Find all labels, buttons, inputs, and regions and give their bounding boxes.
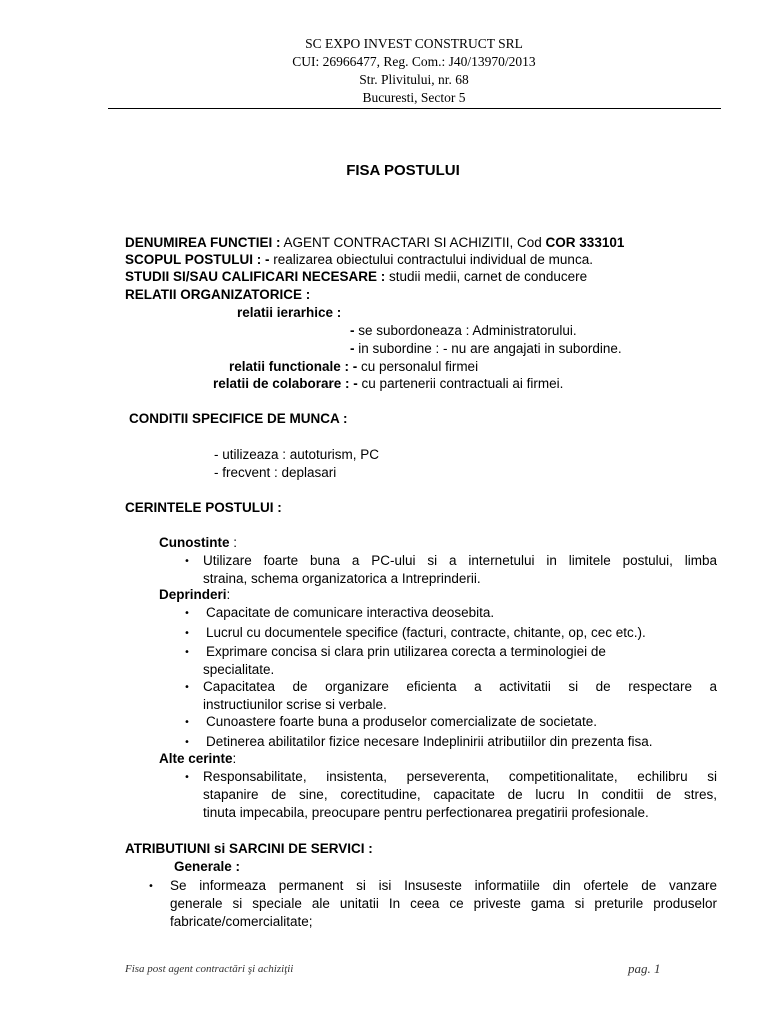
footer-document-name: Fisa post agent contractări şi achiziţii bbox=[125, 963, 294, 975]
cor-code: COR 333101 bbox=[545, 235, 625, 250]
subordinates-text: in subordine : - nu are angajati in subordine. bbox=[354, 341, 622, 356]
bullet-icon: • bbox=[184, 772, 190, 783]
skills-colon: : bbox=[226, 587, 231, 602]
duty-item-1-line3: fabricate/comercialitate; bbox=[170, 914, 313, 929]
bullet-icon: • bbox=[184, 628, 190, 639]
skill-item-5: Cunoastere foarte buna a produselor comercializate de societate. bbox=[206, 714, 597, 729]
job-function-value: AGENT CONTRACTARI SI ACHIZITII, Cod bbox=[280, 235, 546, 250]
company-name: SC EXPO INVEST CONSTRUCT SRL bbox=[305, 36, 523, 51]
subordinate-to-line bbox=[350, 323, 577, 338]
knowledge-item-line1: Utilizare foarte buna a PC-ului si a internetului in limitele postului, limba bbox=[203, 553, 717, 568]
knowledge-item-line2: straina, schema organizatorica a Intreprinderii. bbox=[203, 571, 481, 586]
other-requirements-heading bbox=[159, 751, 236, 766]
page-title: FISA POSTULUI bbox=[346, 162, 460, 179]
collaboration-relations-value: cu partenerii contractuali ai firmei. bbox=[357, 376, 564, 391]
knowledge-heading bbox=[159, 535, 237, 550]
job-function-label: DENUMIREA FUNCTIEI : bbox=[125, 235, 281, 250]
skill-item-6: Detinerea abilitatilor fizice necesare Indeplinirii atributiilor din prezenta fisa. bbox=[206, 734, 653, 749]
company-city: Bucuresti, Sector 5 bbox=[362, 90, 466, 105]
requirements-label: CERINTELE POSTULUI : bbox=[125, 500, 282, 515]
functional-relations-label: relatii functionale : - bbox=[229, 359, 358, 374]
duty-item-1-line1: Se informeaza permanent si isi Insuseste informatiile din ofertele de vanzare bbox=[170, 878, 717, 893]
job-scope-label: SCOPUL POSTULUI : - bbox=[125, 252, 270, 267]
knowledge-label: Cunostinte bbox=[159, 535, 230, 550]
skill-item-3-line1: Exprimare concisa si clara prin utilizarea corecta a terminologiei de bbox=[206, 644, 606, 659]
collaboration-relations-line bbox=[213, 376, 563, 391]
skills-heading bbox=[159, 587, 230, 602]
skill-item-3-line2: specialitate. bbox=[203, 662, 275, 677]
job-function-line bbox=[125, 235, 624, 250]
subordinates-dash: - bbox=[350, 341, 355, 356]
duties-label: ATRIBUTIUNI si SARCINI DE SERVICI : bbox=[125, 841, 373, 856]
bullet-icon: • bbox=[184, 717, 190, 728]
company-street: Str. Plivitului, nr. 68 bbox=[359, 72, 469, 87]
company-registration: CUI: 26966477, Reg. Com.: J40/13970/2013 bbox=[292, 54, 536, 69]
duty-item-1-line2: generale si speciale ale unitatii In ceea ce priveste gama si preturile produselor bbox=[170, 896, 717, 911]
knowledge-colon: : bbox=[229, 535, 238, 550]
skill-item-2: Lucrul cu documentele specifice (facturi, contracte, chitante, op, cec etc.). bbox=[206, 625, 646, 640]
relations-label: RELATII ORGANIZATORICE : bbox=[125, 287, 311, 302]
other-requirements-line3: tinuta impecabila, preocupare pentru perfectionarea pregatirii profesionale. bbox=[203, 805, 649, 820]
collaboration-relations-label: relatii de colaborare : - bbox=[213, 376, 358, 391]
bullet-icon: • bbox=[184, 682, 190, 693]
job-scope-value: realizarea obiectului contractului individual de munca. bbox=[269, 252, 593, 267]
skill-item-1: Capacitate de comunicare interactiva deosebita. bbox=[206, 605, 495, 620]
header-divider bbox=[108, 108, 721, 109]
subordinates-line bbox=[350, 341, 622, 356]
skills-label: Deprinderi bbox=[159, 587, 227, 602]
job-studies-value: studii medii, carnet de conducere bbox=[385, 269, 588, 284]
conditions-frequent: - frecvent : deplasari bbox=[214, 465, 337, 480]
bullet-icon: • bbox=[148, 881, 154, 892]
subordinate-to-dash: - bbox=[350, 323, 355, 338]
other-requirements-label: Alte cerinte bbox=[159, 751, 233, 766]
job-studies-label: STUDII SI/SAU CALIFICARI NECESARE : bbox=[125, 269, 386, 284]
duties-general-label: Generale : bbox=[174, 859, 241, 874]
conditions-label: CONDITII SPECIFICE DE MUNCA : bbox=[129, 411, 348, 426]
bullet-icon: • bbox=[184, 737, 190, 748]
other-requirements-line1: Responsabilitate, insistenta, perseverenta, competitionalitate, echilibru si bbox=[203, 769, 717, 784]
other-requirements-colon: : bbox=[232, 751, 237, 766]
skill-item-4-line2: instructiunilor scrise si verbale. bbox=[203, 697, 387, 712]
conditions-uses: - utilizeaza : autoturism, PC bbox=[214, 447, 380, 462]
job-scope-line bbox=[125, 252, 593, 267]
hierarchical-relations-label: relatii ierarhice : bbox=[237, 305, 342, 320]
other-requirements-line2: stapanire de sine, corectitudine, capacitate de lucru In conditii de stres, bbox=[203, 787, 717, 802]
functional-relations-value: cu personalul firmei bbox=[357, 359, 479, 374]
bullet-icon: • bbox=[184, 556, 190, 567]
job-studies-line bbox=[125, 269, 587, 284]
functional-relations-line bbox=[229, 359, 478, 374]
bullet-icon: • bbox=[184, 647, 190, 658]
bullet-icon: • bbox=[184, 608, 190, 619]
skill-item-4-line1: Capacitatea de organizare eficienta a activitatii si de respectare a bbox=[203, 679, 717, 694]
subordinate-to-text: se subordoneaza : Administratorului. bbox=[354, 323, 577, 338]
footer-page-number: pag. 1 bbox=[628, 961, 661, 976]
